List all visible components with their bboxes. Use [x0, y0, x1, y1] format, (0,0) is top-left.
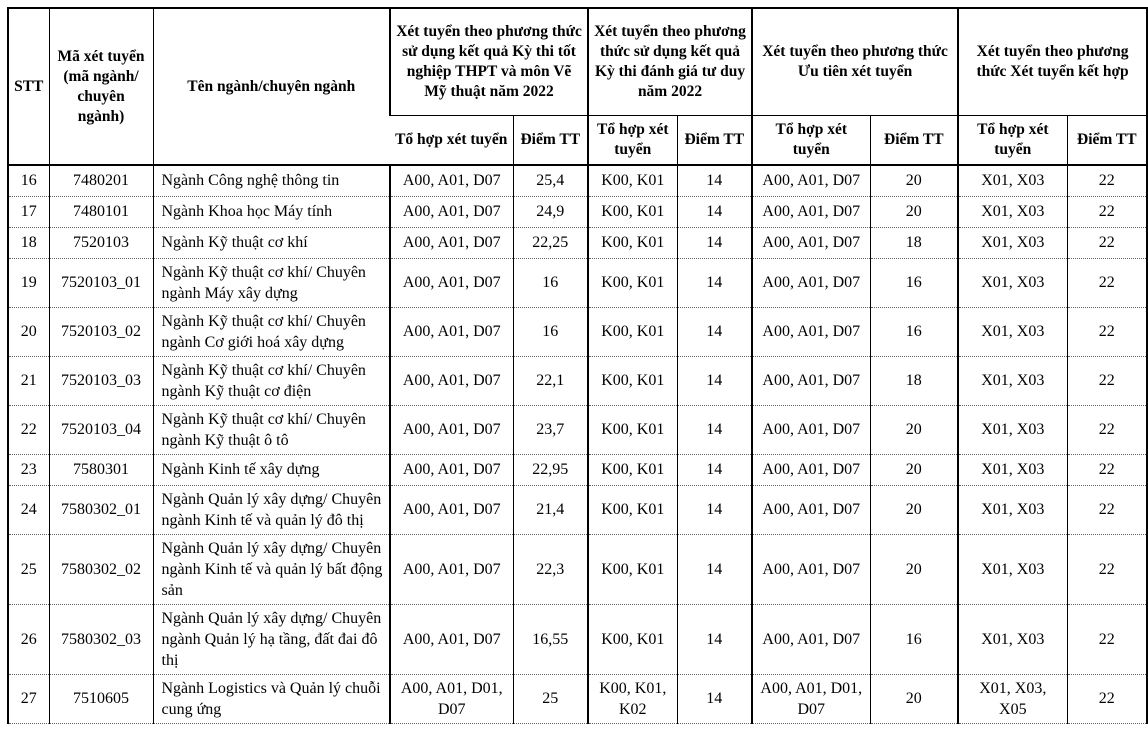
cell-g1-tohop: A00, A01, D07: [390, 165, 513, 196]
cell-ten: Ngành Kỹ thuật cơ khí/ Chuyên ngành Kỹ thuật ô tô: [153, 405, 390, 454]
cell-g3-diem: 20: [870, 485, 958, 534]
cell-g3-diem: 20: [870, 674, 958, 723]
cell-g2-tohop: K00, K01: [588, 604, 677, 674]
cell-ten: Ngành Kinh tế xây dựng: [153, 454, 390, 485]
cell-g4-diem: 22: [1067, 307, 1147, 356]
cell-g3-diem: 16: [870, 604, 958, 674]
cell-g2-diem: 14: [677, 356, 752, 405]
cell-g4-tohop: X01, X03: [958, 258, 1067, 307]
cell-g4-diem: 22: [1067, 485, 1147, 534]
cell-g3-diem: 20: [870, 165, 958, 196]
subheader-diem-4: Điểm TT: [1067, 115, 1147, 165]
cell-g3-tohop: A00, A01, D07: [752, 454, 870, 485]
cell-g3-diem: 16: [870, 307, 958, 356]
cell-g4-tohop: X01, X03: [958, 307, 1067, 356]
cell-ten: Ngành Logistics và Quản lý chuỗi cung ứng: [153, 674, 390, 723]
table-row: [8, 454, 1147, 485]
header-ten-nganh: Tên ngành/chuyên ngành: [153, 8, 390, 165]
table-row: [8, 196, 1147, 227]
subheader-tohop-4: Tổ hợp xét tuyển: [958, 115, 1067, 165]
table-row: [8, 356, 1147, 405]
cell-g1-tohop: A00, A01, D07: [390, 356, 513, 405]
cell-g4-diem: 22: [1067, 405, 1147, 454]
table-row: [8, 674, 1147, 723]
cell-ten: Ngành Kỹ thuật cơ khí/ Chuyên ngành Máy xây dựng: [153, 258, 390, 307]
cell-ma: 7580302_03: [49, 604, 153, 674]
cell-g1-tohop: A00, A01, D07: [390, 307, 513, 356]
cell-g3-tohop: A00, A01, D01, D07: [752, 674, 870, 723]
cell-stt: 17: [8, 196, 49, 227]
cell-g4-diem: 22: [1067, 258, 1147, 307]
cell-ten: Ngành Kỹ thuật cơ khí/ Chuyên ngành Kỹ thuật cơ điện: [153, 356, 390, 405]
header-ma-xet-tuyen: Mã xét tuyển (mã ngành/ chuyên ngành): [49, 8, 153, 165]
cell-g2-diem: 14: [677, 604, 752, 674]
cell-stt: 23: [8, 454, 49, 485]
subheader-tohop-1: Tổ hợp xét tuyển: [390, 115, 513, 165]
cell-ten: Ngành Quản lý xây dựng/ Chuyên ngành Kinh tế và quản lý bất động sản: [153, 534, 390, 604]
cell-ma: 7520103: [49, 227, 153, 258]
cell-g3-tohop: A00, A01, D07: [752, 485, 870, 534]
header-group-thpt: Xét tuyển theo phương thức sử dụng kết quả Kỳ thi tốt nghiệp THPT và môn Vẽ Mỹ thuật năm 2022: [390, 8, 588, 115]
cell-ten: Ngành Quản lý xây dựng/ Chuyên ngành Quản lý hạ tầng, đất đai đô thị: [153, 604, 390, 674]
cell-g4-diem: 22: [1067, 165, 1147, 196]
cell-g1-diem: 25,4: [513, 165, 588, 196]
header-stt: STT: [8, 8, 49, 165]
cell-g1-diem: 23,7: [513, 405, 588, 454]
cell-g1-tohop: A00, A01, D07: [390, 196, 513, 227]
cell-g4-diem: 22: [1067, 227, 1147, 258]
table-row: [8, 165, 1147, 196]
cell-g1-tohop: A00, A01, D07: [390, 534, 513, 604]
table-row: [8, 604, 1147, 674]
cell-g2-diem: 14: [677, 307, 752, 356]
subheader-tohop-3: Tổ hợp xét tuyển: [752, 115, 870, 165]
cell-g2-tohop: K00, K01: [588, 356, 677, 405]
cell-g3-diem: 18: [870, 227, 958, 258]
cell-g1-tohop: A00, A01, D01, D07: [390, 674, 513, 723]
header-group-danh-gia-tu-duy: Xét tuyển theo phương thức sử dụng kết quả Kỳ thi đánh giá tư duy năm 2022: [588, 8, 752, 115]
cell-g3-tohop: A00, A01, D07: [752, 165, 870, 196]
cell-stt: 16: [20, 172, 37, 190]
cell-ma: 7480101: [49, 196, 153, 227]
cell-ma: 7480201: [49, 165, 153, 196]
cell-g3-tohop: A00, A01, D07: [752, 356, 870, 405]
cell-g2-tohop: K00, K01: [588, 165, 677, 196]
cell-ma: 7580302_01: [49, 485, 153, 534]
cell-g3-tohop: A00, A01, D07: [752, 534, 870, 604]
cell-ten: Ngành Quản lý xây dựng/ Chuyên ngành Kinh tế và quản lý đô thị: [153, 485, 390, 534]
cell-g1-diem: 16: [513, 258, 588, 307]
cell-g1-diem: 21,4: [513, 485, 588, 534]
subheader-tohop-2: Tổ hợp xét tuyển: [588, 115, 677, 165]
table-header: [8, 8, 1147, 165]
table-row: [8, 534, 1147, 604]
cell-g1-diem: 25: [513, 674, 588, 723]
cell-stt: 25: [8, 534, 49, 604]
cell-ten: Ngành Công nghệ thông tin: [153, 165, 390, 196]
subheader-diem-1: Điểm TT: [513, 115, 588, 165]
cell-g2-diem: 14: [677, 258, 752, 307]
cell-g4-tohop: X01, X03: [958, 454, 1067, 485]
cell-g1-tohop: A00, A01, D07: [390, 227, 513, 258]
cell-g3-diem: 16: [870, 258, 958, 307]
cell-ma: 7520103_04: [49, 405, 153, 454]
cell-g2-diem: 14: [677, 534, 752, 604]
cell-g3-tohop: A00, A01, D07: [752, 307, 870, 356]
cell-ma: 7520103_02: [49, 307, 153, 356]
cell-g3-tohop: A00, A01, D07: [752, 196, 870, 227]
cell-g2-tohop: K00, K01: [588, 454, 677, 485]
cell-g4-tohop: X01, X03: [958, 534, 1067, 604]
cell-g2-tohop: K00, K01: [588, 227, 677, 258]
cell-g4-diem: 22: [1067, 674, 1147, 723]
cell-ten: Ngành Kỹ thuật cơ khí: [153, 227, 390, 258]
table-body: [8, 165, 1147, 723]
cell-g1-diem: 22,95: [513, 454, 588, 485]
cell-ma: 7580301: [49, 454, 153, 485]
cell-g1-tohop: A00, A01, D07: [390, 485, 513, 534]
cell-g1-tohop: A00, A01, D07: [390, 405, 513, 454]
cell-g2-diem: 14: [677, 227, 752, 258]
cell-stt: 21: [8, 356, 49, 405]
cell-g3-tohop: A00, A01, D07: [752, 258, 870, 307]
cell-stt: 20: [8, 307, 49, 356]
cell-ten: Ngành Kỹ thuật cơ khí/ Chuyên ngành Cơ giới hoá xây dựng: [153, 307, 390, 356]
cell-g1-diem: 24,9: [513, 196, 588, 227]
cell-g4-diem: 22: [1067, 356, 1147, 405]
cell-g4-tohop: X01, X03: [958, 485, 1067, 534]
table-row: [8, 307, 1147, 356]
cell-g3-diem: 20: [870, 534, 958, 604]
cell-stt: 27: [8, 674, 49, 723]
admission-table: [7, 7, 1148, 724]
cell-g4-tohop: X01, X03: [958, 165, 1067, 196]
cell-g1-diem: 22,1: [513, 356, 588, 405]
cell-g4-tohop: X01, X03: [958, 405, 1067, 454]
cell-g2-diem: 14: [677, 454, 752, 485]
cell-stt: 24: [8, 485, 49, 534]
cell-g3-diem: 18: [870, 356, 958, 405]
cell-g2-tohop: K00, K01: [588, 405, 677, 454]
cell-g1-tohop: A00, A01, D07: [390, 604, 513, 674]
cell-g4-diem: 22: [1067, 454, 1147, 485]
cell-ma: 7520103_01: [49, 258, 153, 307]
cell-g4-tohop: X01, X03: [958, 356, 1067, 405]
cell-g2-diem: 14: [677, 196, 752, 227]
subheader-diem-2: Điểm TT: [677, 115, 752, 165]
table-row: [8, 405, 1147, 454]
header-group-uu-tien: Xét tuyển theo phương thức Ưu tiên xét tuyển: [752, 8, 958, 115]
cell-g4-tohop: X01, X03, X05: [958, 674, 1067, 723]
cell-g1-tohop: A00, A01, D07: [390, 454, 513, 485]
cell-stt: 19: [8, 258, 49, 307]
cell-g2-tohop: K00, K01: [588, 307, 677, 356]
cell-g4-tohop: X01, X03: [958, 196, 1067, 227]
cell-g2-diem: 14: [677, 485, 752, 534]
cell-g1-diem: 22,3: [513, 534, 588, 604]
cell-stt: 26: [8, 604, 49, 674]
cell-g2-diem: 14: [677, 405, 752, 454]
table-row: [8, 485, 1147, 534]
cell-g2-tohop: K00, K01: [588, 196, 677, 227]
cell-g2-tohop: K00, K01: [588, 485, 677, 534]
cell-ma: 7580302_02: [49, 534, 153, 604]
table-row: [8, 227, 1147, 258]
cell-g4-diem: 22: [1067, 534, 1147, 604]
cell-g2-diem: 14: [677, 165, 752, 196]
cell-g3-tohop: A00, A01, D07: [752, 227, 870, 258]
cell-g3-tohop: A00, A01, D07: [752, 604, 870, 674]
cell-g3-diem: 20: [870, 196, 958, 227]
cell-stt: 22: [8, 405, 49, 454]
cell-g4-tohop: X01, X03: [958, 604, 1067, 674]
cell-g2-tohop: K00, K01: [588, 534, 677, 604]
cell-g2-tohop: K00, K01, K02: [588, 674, 677, 723]
subheader-diem-3: Điểm TT: [870, 115, 958, 165]
cell-g4-tohop: X01, X03: [958, 227, 1067, 258]
cell-g2-diem: 14: [677, 674, 752, 723]
cell-g3-tohop: A00, A01, D07: [752, 405, 870, 454]
cell-g3-diem: 20: [870, 405, 958, 454]
cell-stt: 18: [8, 227, 49, 258]
cell-g4-diem: 22: [1067, 196, 1147, 227]
cell-g1-diem: 16: [513, 307, 588, 356]
header-group-ket-hop: Xét tuyển theo phương thức Xét tuyển kết hợp: [958, 8, 1147, 115]
cell-ma: 7510605: [49, 674, 153, 723]
cell-ma: 7520103_03: [49, 356, 153, 405]
cell-g2-tohop: K00, K01: [588, 258, 677, 307]
table-row: [8, 258, 1147, 307]
cell-g4-diem: 22: [1067, 604, 1147, 674]
cell-g3-diem: 20: [870, 454, 958, 485]
cell-g1-diem: 22,25: [513, 227, 588, 258]
cell-ten: Ngành Khoa học Máy tính: [153, 196, 390, 227]
cell-g1-diem: 16,55: [513, 604, 588, 674]
cell-g1-tohop: A00, A01, D07: [390, 258, 513, 307]
